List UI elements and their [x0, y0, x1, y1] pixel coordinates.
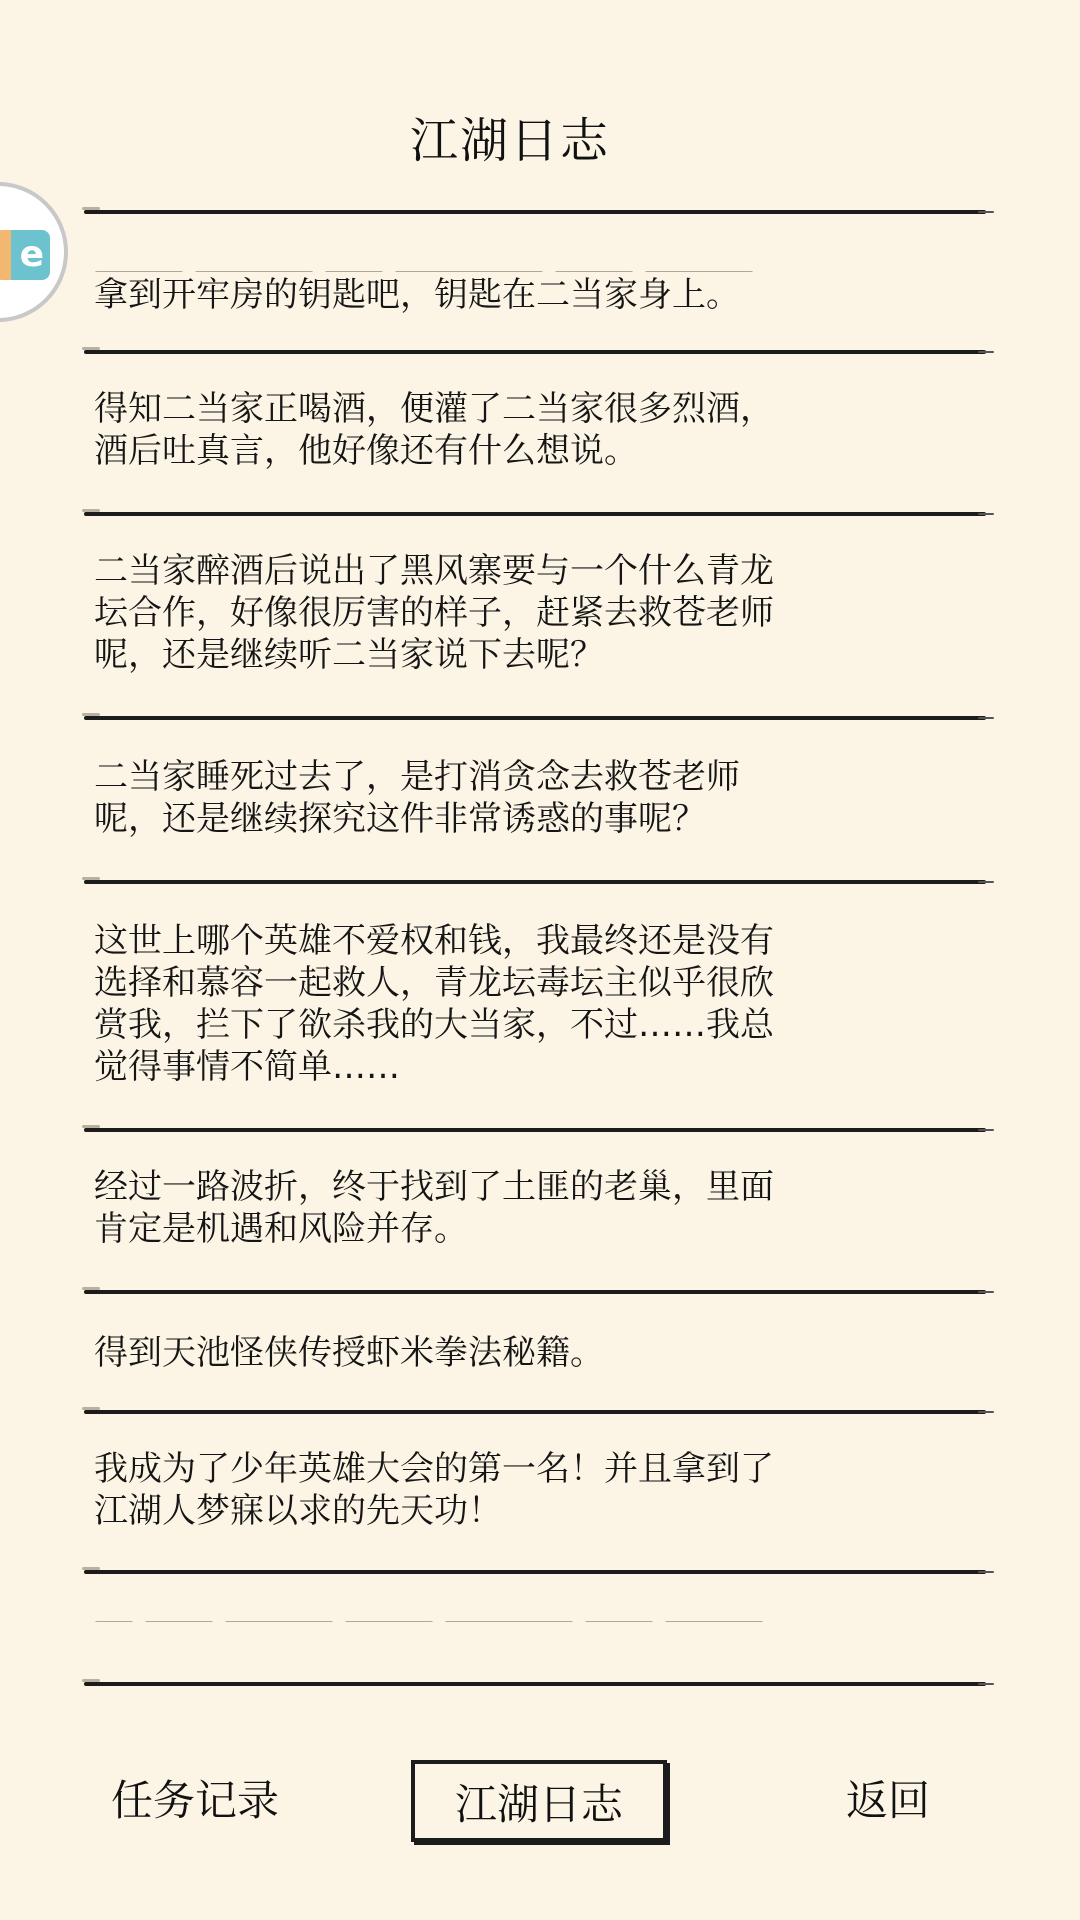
- divider: [84, 1290, 986, 1294]
- divider: [84, 1682, 986, 1686]
- divider: [84, 1570, 986, 1574]
- divider: [84, 716, 986, 720]
- divider: [84, 512, 986, 516]
- divider: [84, 1128, 986, 1132]
- back-button[interactable]: 返回: [845, 1776, 930, 1825]
- tab-task-log[interactable]: 任务记录: [110, 1776, 279, 1825]
- divider: [84, 350, 986, 354]
- scrolled-text-fragment: [94, 1612, 894, 1622]
- journal-entry: 拿到开牢房的钥匙吧，钥匙在二当家身上。: [94, 275, 740, 315]
- journal-entry: 经过一路波折，终于找到了土匪的老巢，里面 肯定是机遇和风险并存。: [94, 1167, 774, 1249]
- journal-entry: 得到天池怪侠传授虾米拳法秘籍。: [94, 1333, 604, 1373]
- divider: [84, 880, 986, 884]
- divider: [84, 210, 986, 214]
- journal-entry: 得知二当家正喝酒，便灌了二当家很多烈酒， 酒后吐真言，他好像还有什么想说。: [94, 389, 774, 471]
- journal-entry: 我成为了少年英雄大会的第一名！并且拿到了 江湖人梦寐以求的先天功！: [94, 1449, 774, 1531]
- tab-journal-active[interactable]: 江湖日志: [411, 1760, 667, 1842]
- scrolled-text-fragment: [94, 262, 894, 272]
- journal-entry: 二当家睡死过去了，是打消贪念去救苍老师 呢，还是继续探究这件非常诱惑的事呢？: [94, 757, 740, 839]
- assistant-logo-icon: e: [0, 230, 50, 280]
- divider: [84, 1410, 986, 1414]
- bottom-tab-bar: [0, 1760, 1080, 1860]
- page-title: 江湖日志: [409, 113, 610, 169]
- floating-assistant-button[interactable]: [0, 182, 68, 322]
- journal-entry: 这世上哪个英雄不爱权和钱，我最终还是没有 选择和慕容一起救人，青龙坛毒坛主似乎很欣 赏我，拦下了欲杀我的大当家，不过……我总 觉得事情不简单……: [94, 921, 774, 1087]
- journal-entry: 二当家醉酒后说出了黑风寨要与一个什么青龙 坛合作，好像很厉害的样子，赶紧去救苍老师 呢，还是继续听二当家说下去呢？: [94, 551, 774, 675]
